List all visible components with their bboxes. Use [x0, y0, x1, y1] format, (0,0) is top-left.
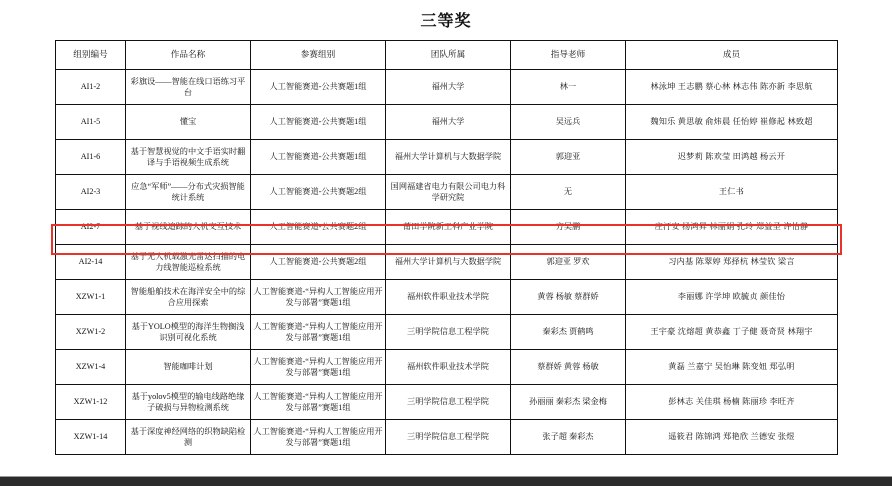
- cell-teacher: 秦彩杰 贾鹤鸣: [511, 315, 626, 350]
- cell-work: 基于无人机载激光雷达扫描的电力线智能巡检系统: [126, 245, 251, 280]
- cell-members: 彭林志 关佳琪 杨楠 陈丽珍 李旺齐: [626, 385, 838, 420]
- cell-work: 应急“军师”——分布式灾损智能统计系统: [126, 175, 251, 210]
- cell-group: 人工智能赛道-“异构人工智能应用开发与部署”赛题1组: [251, 385, 386, 420]
- cell-id: XZW1-4: [56, 350, 126, 385]
- table-row: [56, 175, 838, 210]
- cell-teacher: 吴远兵: [511, 105, 626, 140]
- cell-teacher: 郭迎亚: [511, 140, 626, 175]
- page-title: 三等奖: [420, 13, 472, 30]
- cell-org: 福州软件职业技术学院: [386, 280, 511, 315]
- column-header-id: 组别编号: [56, 41, 126, 70]
- cell-teacher: 黄蓉 杨敏 蔡群娇: [511, 280, 626, 315]
- cell-teacher: 郭迎亚 罗欢: [511, 245, 626, 280]
- cell-teacher: 张子超 秦彩杰: [511, 420, 626, 455]
- table-header: [56, 41, 838, 70]
- cell-teacher: 林一: [511, 70, 626, 105]
- cell-members: 魏知乐 黄思敏 俞炜晨 任怡婷 崔修起 林致超: [626, 105, 838, 140]
- cell-id: AI1-2: [56, 70, 126, 105]
- page-bottom-edge: [0, 477, 892, 486]
- cell-teacher: 孙丽丽 秦彩杰 梁金梅: [511, 385, 626, 420]
- cell-id: AI2-3: [56, 175, 126, 210]
- table-row: [56, 245, 838, 280]
- cell-group: 人工智能赛道-公共赛题2组: [251, 210, 386, 245]
- cell-teacher: 无: [511, 175, 626, 210]
- cell-org: 国网福建省电力有限公司电力科学研究院: [386, 175, 511, 210]
- cell-org: 福州大学: [386, 70, 511, 105]
- award-table: [55, 40, 838, 455]
- table-body: [56, 70, 838, 455]
- cell-org: 福州大学计算机与大数据学院: [386, 245, 511, 280]
- cell-work: 基于YOLO模型的海洋生物搁浅识别可视化系统: [126, 315, 251, 350]
- column-header-group: 参赛组别: [251, 41, 386, 70]
- table-row: [56, 350, 838, 385]
- cell-work: 基于深度神经网络的织物缺陷检测: [126, 420, 251, 455]
- cell-members: 黄磊 兰嘉宁 吴怡琳 陈变妞 郑弘明: [626, 350, 838, 385]
- cell-members: 迟梦莉 陈欢莹 田鸿越 杨云开: [626, 140, 838, 175]
- cell-id: AI1-6: [56, 140, 126, 175]
- cell-group: 人工智能赛道-“异构人工智能应用开发与部署”赛题1组: [251, 350, 386, 385]
- cell-members: 王宇豪 沈熔超 黄恭鑫 丁子健 聂奇贤 林翔宇: [626, 315, 838, 350]
- cell-teacher: 方吴鹏: [511, 210, 626, 245]
- cell-id: XZW1-12: [56, 385, 126, 420]
- cell-org: 福州软件职业技术学院: [386, 350, 511, 385]
- cell-group: 人工智能赛道-公共赛题1组: [251, 70, 386, 105]
- cell-id: AI1-5: [56, 105, 126, 140]
- table-row: [56, 315, 838, 350]
- cell-work: 基于yolov5模型的输电线路绝缘子破损与异物检测系统: [126, 385, 251, 420]
- table-row-highlighted: [56, 210, 838, 245]
- cell-members: 习内基 陈翠婷 郑择杭 林莹钦 梁言: [626, 245, 838, 280]
- cell-id: XZW1-2: [56, 315, 126, 350]
- cell-teacher: 蔡群娇 黄蓉 杨敏: [511, 350, 626, 385]
- cell-work: 懂宝: [126, 105, 251, 140]
- cell-org: 三明学院信息工程学院: [386, 385, 511, 420]
- cell-group: 人工智能赛道-公共赛题1组: [251, 140, 386, 175]
- table-row: [56, 280, 838, 315]
- table-row: [56, 420, 838, 455]
- cell-org: 福州大学计算机与大数据学院: [386, 140, 511, 175]
- cell-org: 三明学院信息工程学院: [386, 420, 511, 455]
- column-header-work: 作品名称: [126, 41, 251, 70]
- cell-id: XZW1-1: [56, 280, 126, 315]
- cell-id: AI2-14: [56, 245, 126, 280]
- cell-id: AI2-7: [56, 210, 126, 245]
- cell-org: 福州大学: [386, 105, 511, 140]
- cell-members: 遥筱君 陈锦鸿 郑艳欣 兰德安 张煜: [626, 420, 838, 455]
- column-header-teacher: 指导老师: [511, 41, 626, 70]
- table-row: [56, 70, 838, 105]
- cell-work: 智能咖啡计划: [126, 350, 251, 385]
- cell-group: 人工智能赛道-公共赛题2组: [251, 245, 386, 280]
- cell-work: 智能船舶技术在海洋安全中的综合应用探索: [126, 280, 251, 315]
- cell-members: 庄汀安 杨鸿昇 林丽娟 孔玲 郑益圣 许怡静: [626, 210, 838, 245]
- cell-group: 人工智能赛道-公共赛题1组: [251, 105, 386, 140]
- cell-org: 莆田学院新工科产业学院: [386, 210, 511, 245]
- cell-org: 三明学院信息工程学院: [386, 315, 511, 350]
- cell-id: XZW1-14: [56, 420, 126, 455]
- award-table-container: [55, 40, 837, 455]
- cell-group: 人工智能赛道-“异构人工智能应用开发与部署”赛题1组: [251, 280, 386, 315]
- cell-members: 李丽娜 许学坤 欧毓贞 颜佳怡: [626, 280, 838, 315]
- cell-members: 林泳坤 王志鹏 蔡心林 林志伟 陈亦新 李思航: [626, 70, 838, 105]
- table-row: [56, 140, 838, 175]
- cell-work: 基于视线追踪的人机交互技术: [126, 210, 251, 245]
- cell-work: 基于智慧视觉的中文手语实时翻译与手语视频生成系统: [126, 140, 251, 175]
- column-header-members: 成员: [626, 41, 838, 70]
- cell-group: 人工智能赛道-“异构人工智能应用开发与部署”赛题1组: [251, 315, 386, 350]
- cell-group: 人工智能赛道-公共赛题2组: [251, 175, 386, 210]
- cell-work: 彩旗设——智能在线口语练习平台: [126, 70, 251, 105]
- table-row: [56, 105, 838, 140]
- table-row: [56, 385, 838, 420]
- column-header-org: 团队所属: [386, 41, 511, 70]
- cell-group: 人工智能赛道-“异构人工智能应用开发与部署”赛题1组: [251, 420, 386, 455]
- table-header-row: [56, 41, 838, 70]
- cell-members: 王仁书: [626, 175, 838, 210]
